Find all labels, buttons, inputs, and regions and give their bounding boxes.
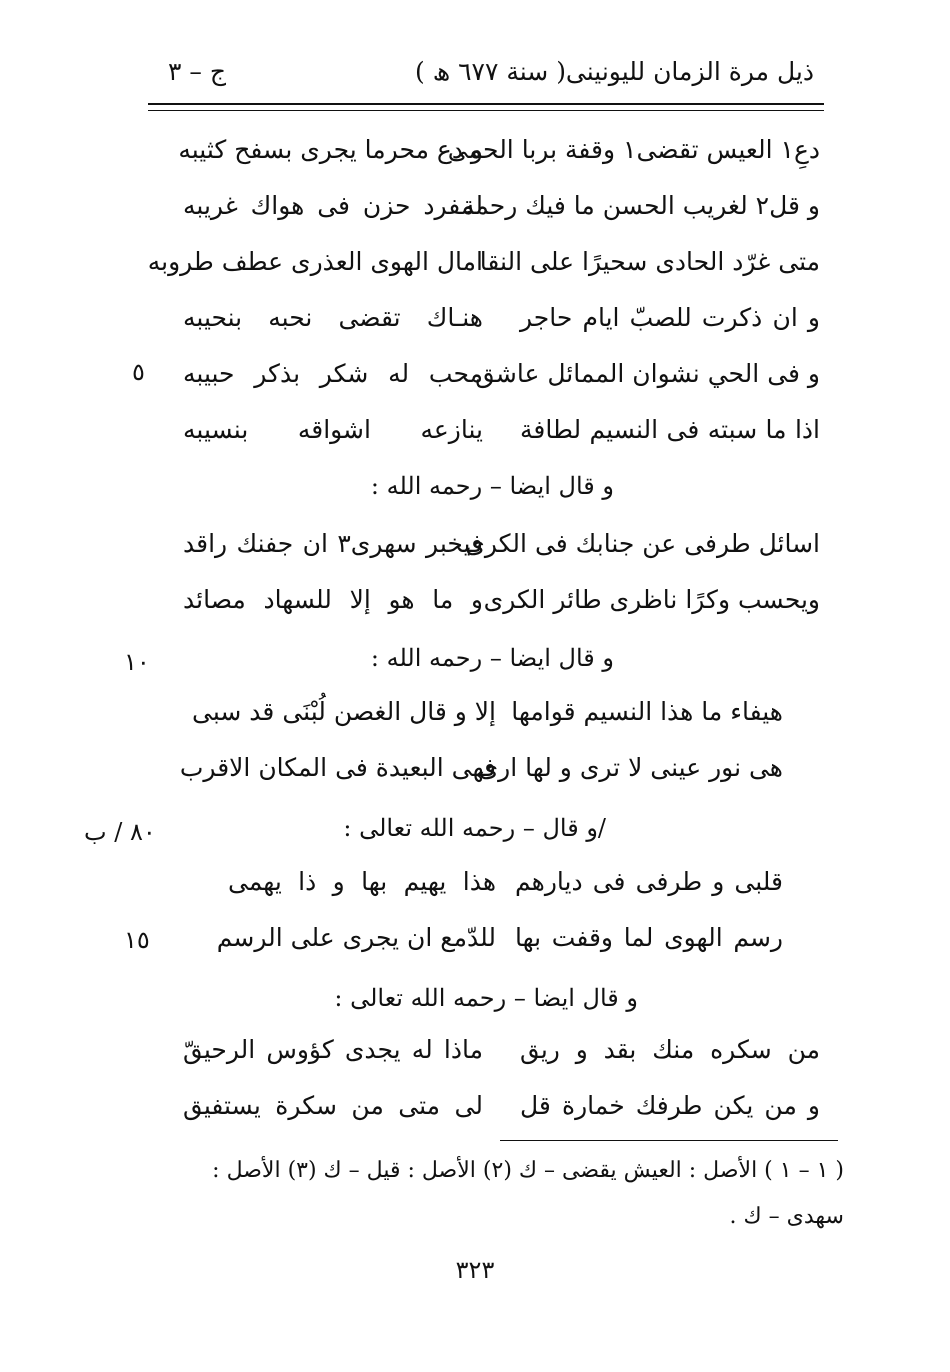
- verse-second-hemistich: ماذا له يجدى كؤوس الرحيقّ: [183, 1035, 483, 1064]
- verse-second-hemistich: لمفرد حزن فى هواك غريبه: [183, 191, 483, 220]
- header-rule-thick: [148, 103, 824, 105]
- verse-line: [183, 522, 820, 566]
- footnote-rule: [500, 1140, 838, 1141]
- verse-first-hemistich: و من يكن طرفك خمارة قل: [520, 1091, 820, 1120]
- poem-introduction: و قال ايضا – رحمه الله :: [370, 644, 614, 672]
- poem-introduction: و قال ايضا – رحمه الله :: [370, 472, 614, 500]
- verse-first-hemistich: هيفاء ما هذا النسيم قوامها: [511, 697, 783, 726]
- verse-first-hemistich: اسائل طرفى عن جنابك فى الكرى: [465, 529, 820, 558]
- verse-line: [183, 1084, 820, 1128]
- verse-second-hemistich: هذا يهيم بها و ذا يهمى: [228, 867, 496, 896]
- verse-line: [216, 916, 783, 960]
- verse-line: [183, 578, 820, 622]
- footnote-line: سهدى – ك .: [729, 1204, 844, 1229]
- verse-first-hemistich: و قل٢ لغريب الحسن ما فيك رحمة: [461, 191, 820, 220]
- verse-first-hemistich: اذا ما سبته فى النسيم لطافة: [520, 415, 820, 444]
- poem-introduction: /و قال – رحمه الله تعالى :: [343, 814, 606, 842]
- verse-line: [147, 240, 820, 284]
- page-number: ٣٢٣: [455, 1256, 495, 1284]
- verse-second-hemistich: ينازعه اشواقه بنسيبه: [183, 415, 483, 444]
- verse-second-hemistich: هنـاك تقضى نحبه بنحيبه: [183, 303, 483, 332]
- verse-second-hemistich: و دع محرما يجرى بسفح كثيبه: [178, 135, 483, 164]
- folio-marker: ٨٠ / ب: [84, 818, 156, 846]
- verse-second-hemistich: و ما هو إلا للسهاد مصائد: [183, 585, 483, 614]
- verse-second-hemistich: امال الهوى العذرى عطف طروبه: [147, 247, 483, 276]
- verse-second-hemistich: محب له شكر بذكر حبيبه: [183, 359, 483, 388]
- verse-line: [178, 128, 820, 172]
- verse-line: [183, 1028, 820, 1072]
- margin-line-number: ١٠: [124, 648, 150, 676]
- verse-second-hemistich: فيخبر سهرى٣ ان جفنك راقد: [183, 529, 484, 558]
- verse-first-hemistich: دعِ١ العيس تقضى١ وقفة بربا الحمى: [447, 135, 820, 164]
- verse-line: [179, 746, 783, 790]
- verse-second-hemistich: فهى البعيدة فى المكان الاقرب: [179, 753, 496, 782]
- footnote-line: ( ١ – ١ ) الأصل : العيش يقضى – ك (٢) الأصل : قيل – ك (٣) الأصل :: [212, 1158, 844, 1183]
- verse-second-hemistich: لى متى من سكرة يستفيق: [183, 1091, 483, 1120]
- verse-line: [192, 690, 783, 734]
- verse-line: [183, 408, 820, 452]
- verse-first-hemistich: ويحسب وكرًا ناظرى طائر الكرى: [483, 585, 820, 614]
- margin-line-number: ٥: [132, 358, 145, 386]
- margin-line-number: ١٥: [124, 926, 150, 954]
- verse-first-hemistich: و فى الحي نشوان الممائل عاشق: [475, 359, 820, 388]
- verse-second-hemistich: إلا و قال الغصن لُبْنَى قد سبى: [192, 697, 496, 726]
- running-title: ذيل مرة الزمان لليونينى: [565, 57, 814, 86]
- verse-line: [183, 296, 820, 340]
- verse-line: [228, 860, 783, 904]
- footnote: [160, 1148, 844, 1240]
- verse-line: [183, 184, 820, 228]
- header-rule-thin: [148, 110, 824, 111]
- verse-first-hemistich: من سكره منك بقد و ريق: [520, 1035, 820, 1064]
- verse-first-hemistich: و ان ذكرت للصبّ ايام حاجر: [520, 303, 820, 332]
- running-year: ( سنة ٦٧٧ ھ ): [415, 57, 566, 86]
- volume-number: ج – ٣: [168, 57, 226, 86]
- verse-first-hemistich: رسم الهوى لما وقفت بها: [515, 923, 783, 952]
- poem-introduction: و قال ايضا – رحمه الله تعالى :: [334, 984, 638, 1012]
- verse-second-hemistich: للدّمع ان يجرى على الرسم: [216, 923, 496, 952]
- verse-line: [183, 352, 820, 396]
- verse-first-hemistich: هى نور عينى لا ترى و لها ارى: [478, 753, 783, 782]
- verse-first-hemistich: متى غرّد الحادى سحيرًا على النقا: [479, 247, 820, 276]
- verse-first-hemistich: قلبى و طرفى فى ديارهم: [515, 867, 783, 896]
